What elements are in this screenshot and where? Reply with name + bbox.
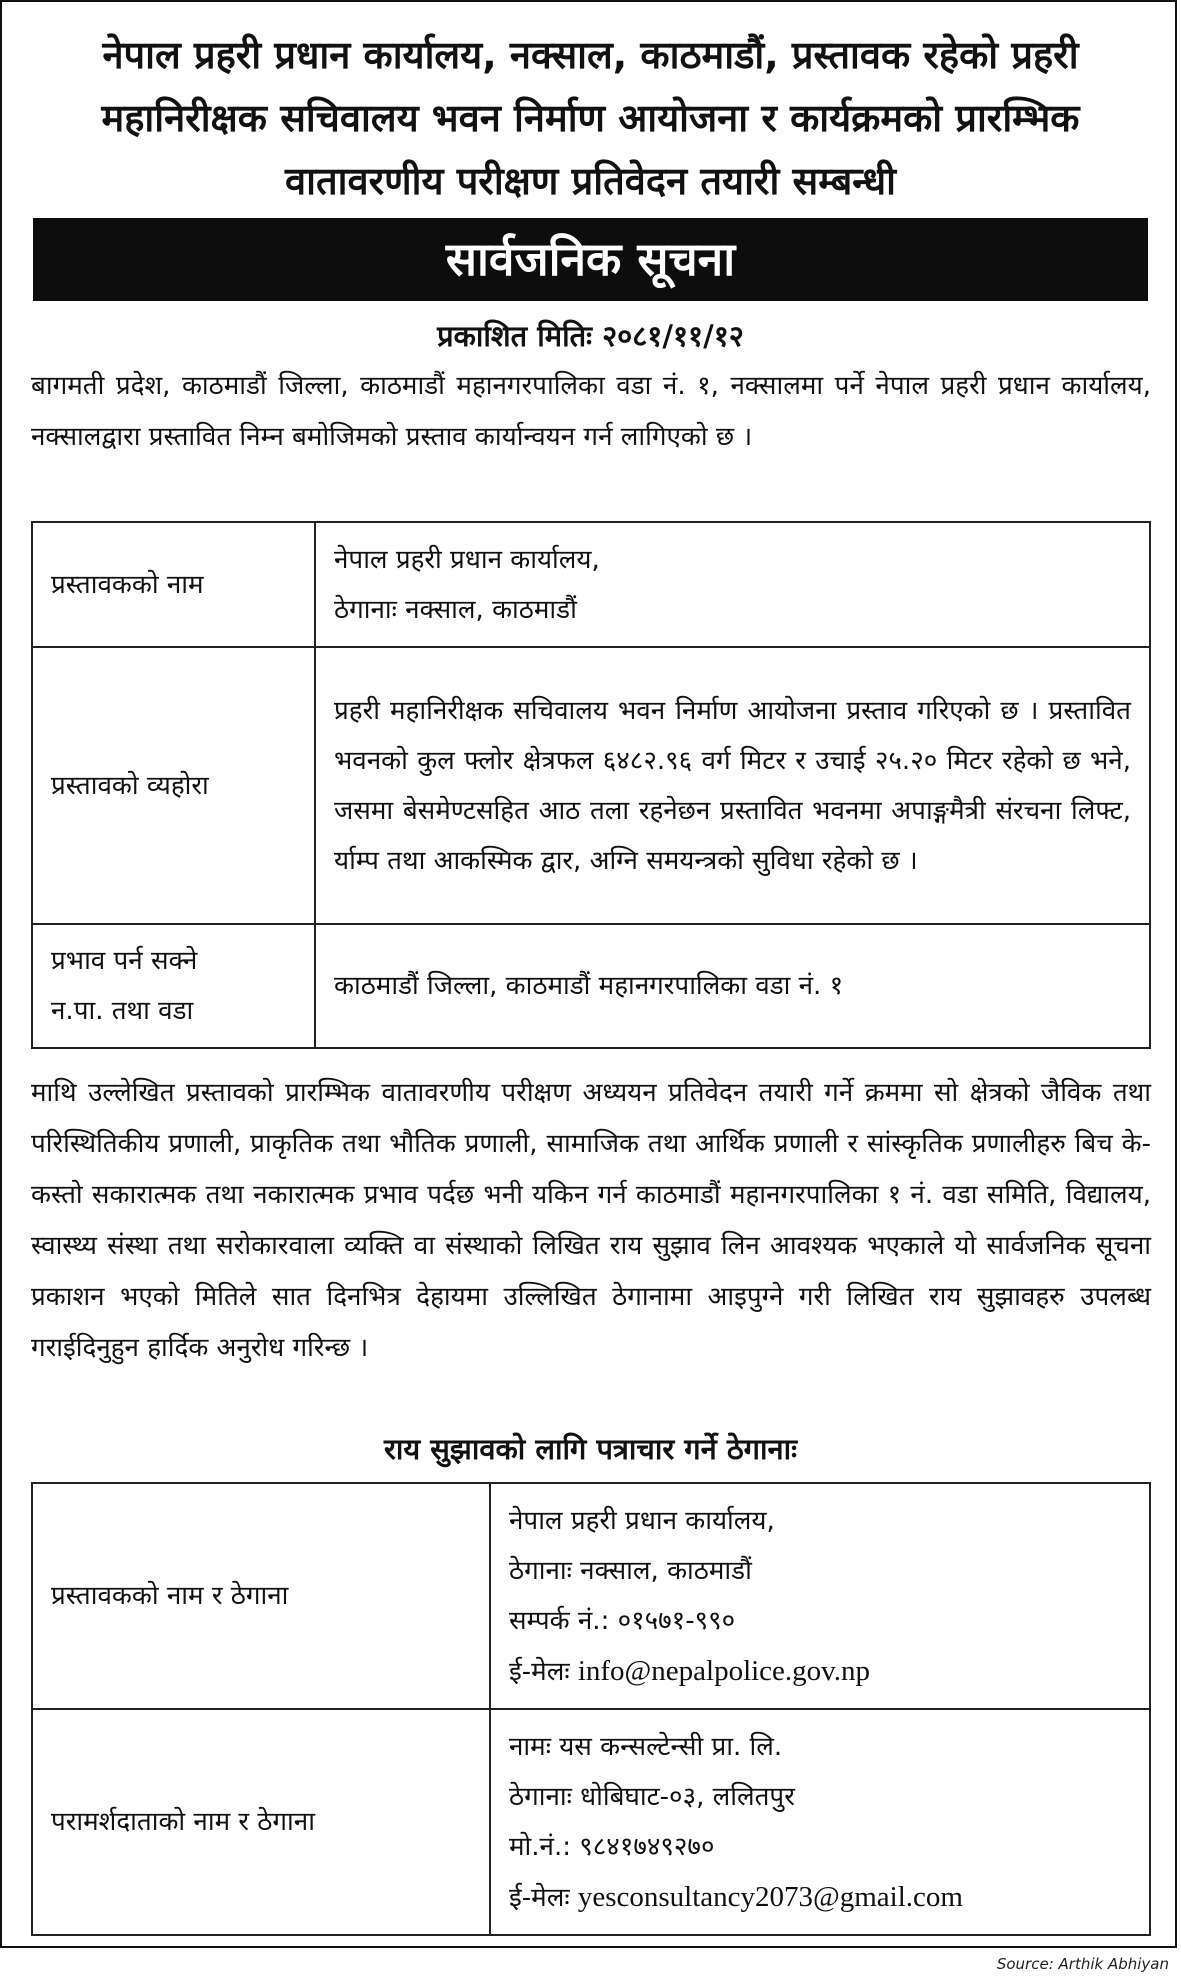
affected-area-label (32, 924, 315, 1048)
title-line: वातावरणीय परीक्षण प्रतिवेदन तयारी सम्बन्धी (284, 159, 897, 203)
email-prefix: ई-मेलः (509, 1882, 570, 1913)
email-prefix: ई-मेलः (509, 1656, 570, 1687)
intro-paragraph: बागमती प्रदेश, काठमाडौं जिल्ला, काठमाडौं महानगरपालिका वडा नं. १, नक्सालमा पर्ने नेपाल प्रहरी प्रधान कार्यालय, नक्सालद्वारा प्रस्तावित निम्न बमोजिमको प्रस्ताव कार्यान्वयन गर्न लागिएको छ । (31, 371, 1151, 452)
consultant-email-line (509, 1872, 1131, 1923)
description-row (32, 647, 1150, 924)
consultant-contact-value (490, 1709, 1150, 1935)
notice-title (40, 24, 1141, 213)
source-credit: Source: Arthik Abhiyan (996, 1955, 1169, 1973)
consultant-contact-line: मो.नं.: ९८४१७४९२७० (509, 1831, 715, 1862)
consultant-email[interactable]: yesconsultancy2073@gmail.com (577, 1880, 963, 1913)
proponent-contact-row (32, 1483, 1150, 1709)
affected-area-row (32, 924, 1150, 1048)
description-value: प्रहरी महानिरीक्षक सचिवालय भवन निर्माण आयोजना प्रस्ताव गरिएको छ । प्रस्तावित भवनको कुल फ्लोर क्षेत्रफल ६४८२.९६ वर्ग मिटर र उचाई २५.२० मिटर रहेको छ भने, जसमा बेसमेण्टसहित आठ तला रहनेछन प्रस्तावित भवनमा अपाङ्गमैत्री संरचना लिफ्ट, र्याम्प तथा आकस्मिक द्वार, अग्नि समयन्त्रको सुविधा रहेको छ । (315, 647, 1150, 924)
proponent-value (315, 522, 1150, 647)
proposal-table (31, 521, 1151, 1049)
proponent-contact-line: नेपाल प्रहरी प्रधान कार्यालय, (509, 1505, 775, 1536)
affected-label-line: प्रभाव पर्न सक्ने (51, 946, 198, 976)
proponent-email[interactable]: info@nepalpolice.gov.np (577, 1654, 871, 1687)
proponent-contact-label: प्रस्तावकको नाम र ठेगाना (32, 1483, 490, 1709)
consultant-contact-line: ठेगानाः धोबिघाट-०३, ललितपुर (509, 1781, 795, 1812)
title-line: नेपाल प्रहरी प्रधान कार्यालय, नक्साल, काठमाडौं, प्रस्तावक रहेको प्रहरी (102, 33, 1079, 77)
proponent-row (32, 522, 1150, 647)
consultant-contact-row (32, 1709, 1150, 1935)
body-paragraph: माथि उल्लेखित प्रस्तावको प्रारम्भिक वातावरणीय परीक्षण अध्ययन प्रतिवेदन तयारी गर्ने क्रममा सो क्षेत्रको जैविक तथा परिस्थितिकीय प्रणाली, प्राकृतिक तथा भौतिक प्रणाली, सामाजिक तथा आर्थिक प्रणाली र सांस्कृतिक प्रणालीहरु बिच के-कस्तो सकारात्मक तथा नकारात्मक प्रभाव पर्दछ भनी यकिन गर्न काठमाडौं महानगरपालिका १ नं. वडा समिति, विद्यालय, स्वास्थ्य संस्था तथा सरोकारवाला व्यक्ति वा संस्थाको लिखित राय सुझाव लिन आवश्यक भएकाले यो सार्वजनिक सूचना प्रकाशन भएको मितिले सात दिनभित्र देहायमा उल्लिखित ठेगानामा आइपुग्ने गरी लिखित राय सुझावहरु उपलब्ध गराईदिनुहुन हार्दिक अनुरोध गरिन्छ । (31, 1078, 1151, 1363)
proponent-address: ठेगानाः नक्साल, काठमाडौं (334, 594, 577, 625)
proponent-contact-value (490, 1483, 1150, 1709)
description-label: प्रस्तावको व्यहोरा (32, 647, 315, 924)
public-notice-banner: सार्वजनिक सूचना (33, 218, 1148, 301)
proponent-contact-line: ठेगानाः नक्साल, काठमाडौं (509, 1555, 752, 1586)
affected-area-value: काठमाडौं जिल्ला, काठमाडौं महानगरपालिका वडा नं. १ (315, 924, 1150, 1048)
contact-table (31, 1482, 1151, 1936)
title-line: महानिरीक्षक सचिवालय भवन निर्माण आयोजना र कार्यक्रमको प्रारम्भिक (101, 96, 1080, 140)
consultant-contact-line: नामः यस कन्सल्टेन्सी प्रा. लि. (509, 1731, 783, 1762)
contact-heading: राय सुझावको लागि पत्राचार गर्ने ठेगानाः (384, 1432, 797, 1466)
published-date: प्रकाशित मितिः २०८१/११/१२ (437, 319, 744, 353)
proponent-email-line (509, 1646, 1131, 1697)
proponent-contact-line: सम्पर्क नं.: ०१५७१-९९० (509, 1605, 736, 1636)
affected-label-line: न.पा. तथा वडा (51, 996, 194, 1026)
proponent-name: नेपाल प्रहरी प्रधान कार्यालय, (334, 544, 600, 575)
proponent-label: प्रस्तावकको नाम (32, 522, 315, 647)
consultant-contact-label: परामर्शदाताको नाम र ठेगाना (32, 1709, 490, 1935)
